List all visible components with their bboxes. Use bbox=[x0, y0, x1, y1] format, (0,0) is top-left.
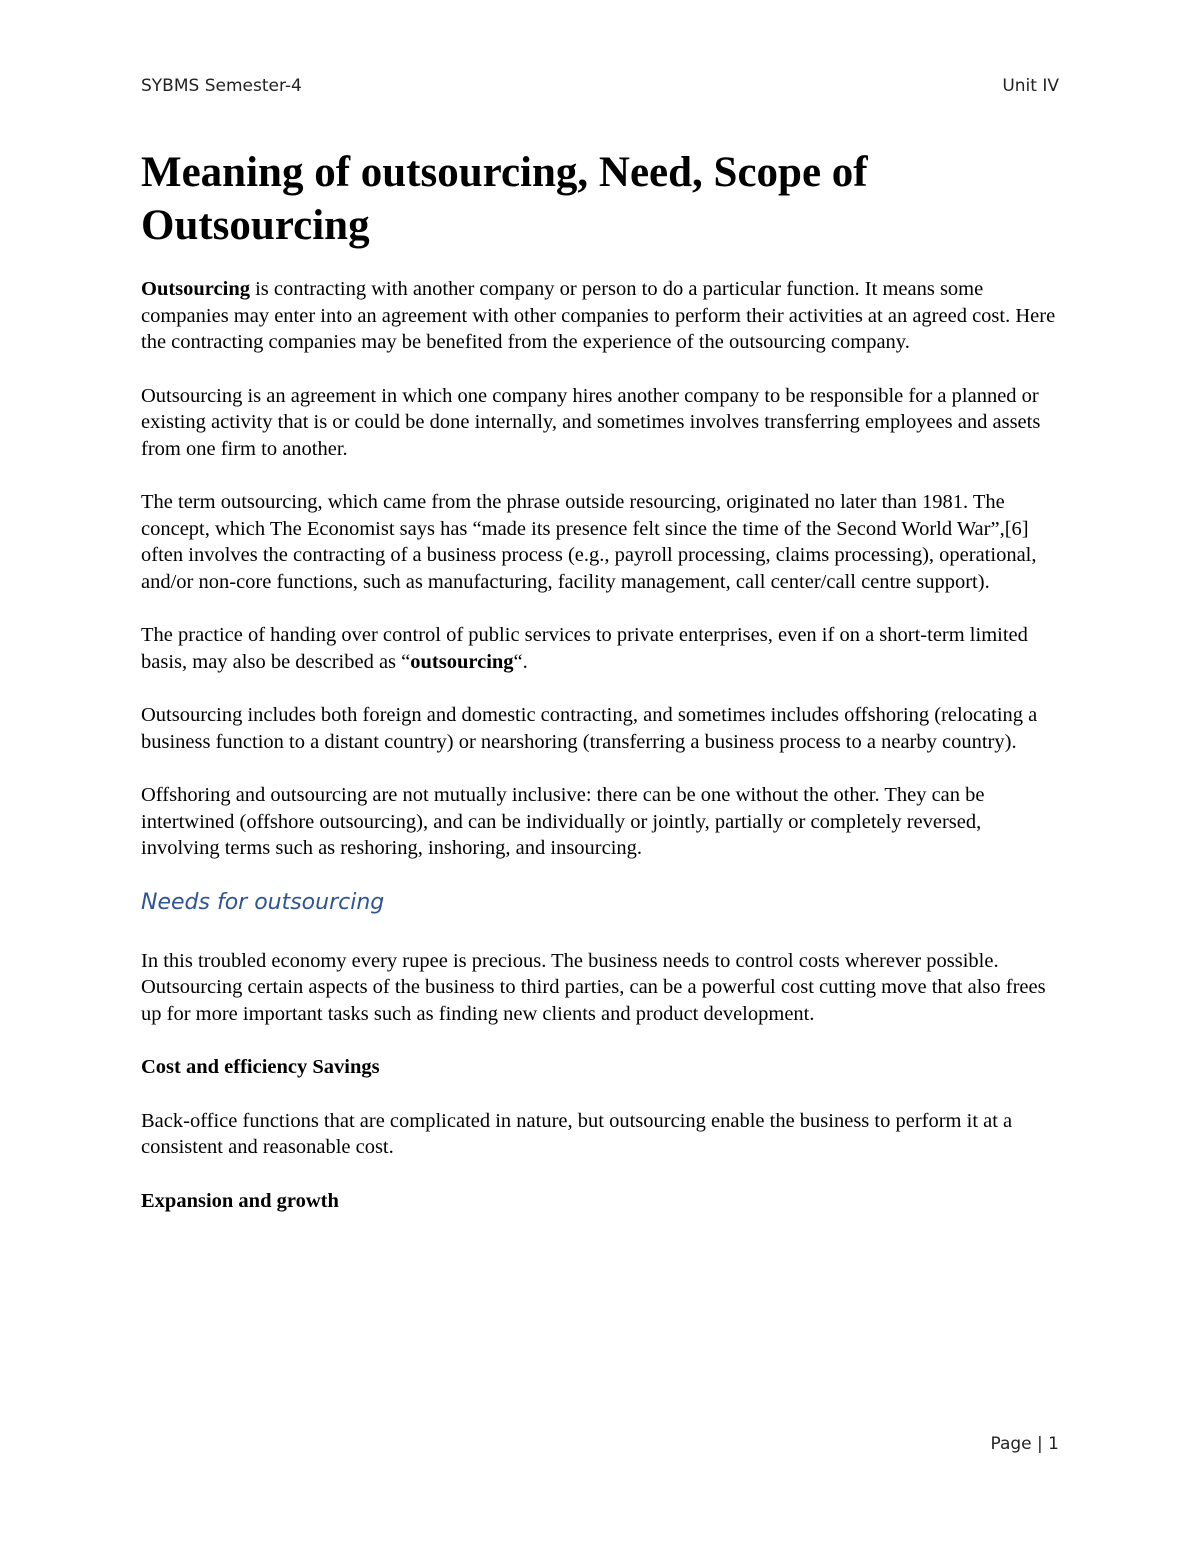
page-title: Meaning of outsourcing, Need, Scope of Outsourcing bbox=[141, 149, 868, 249]
subheading-expansion-growth: Expansion and growth bbox=[141, 1189, 339, 1212]
paragraph-definition bbox=[141, 276, 1059, 356]
definition-text: is contracting with another company or person to do a particular function. It means some companies may enter into an agreement with other companies to perform their activities at an agreed cost. Here the contracting companies may be benefited from the experience of the outsourcing company. bbox=[141, 278, 1056, 353]
paragraph-public-services bbox=[141, 622, 1059, 675]
header-unit: Unit IV bbox=[1002, 76, 1059, 96]
term-outsourcing-quoted: outsourcing bbox=[410, 650, 514, 673]
subheading-cost-efficiency: Cost and efficiency Savings bbox=[141, 1056, 380, 1078]
paragraph-economy: In this troubled economy every rupee is precious. The business needs to control costs wherever possible. Outsourcing certain aspects of the business to third parties, can be a powerful cost cutting move that also frees up for more important tasks such as finding new clients and product development. bbox=[141, 949, 1046, 1025]
paragraph-term-origin: The term outsourcing, which came from the phrase outside resourcing, originated no later than 1981. The concept, which The Economist says has “made its presence felt since the time of the Second World War”,[6] often involves the contracting of a business process (e.g., payroll processing, claims processing), operational, and/or non-core functions, such as manufacturing, facility management, call center/call centre support). bbox=[141, 491, 1037, 593]
page-number: Page | 1 bbox=[990, 1434, 1059, 1454]
document-body bbox=[141, 146, 1059, 1241]
paragraph-mutually-inclusive: Offshoring and outsourcing are not mutually inclusive: there can be one without the other. They can be intertwined (offshore outsourcing), and can be individually or jointly, partially or completely reversed, involving terms such as reshoring, inshoring, and insourcing. bbox=[141, 784, 985, 859]
paragraph-back-office: Back-office functions that are complicated in nature, but outsourcing enable the business to perform it at a consistent and reasonable cost. bbox=[141, 1109, 1013, 1158]
public-services-text: The practice of handing over control of public services to private enterprises, even if on a short-term limited basis, may also be described as “ bbox=[141, 624, 1028, 673]
paragraph-offshoring: Outsourcing includes both foreign and domestic contracting, and sometimes includes offshoring (relocating a business function to a distant country) or nearshoring (transferring a business process to a nearby country). bbox=[141, 704, 1038, 753]
section-heading-needs: Needs for outsourcing bbox=[141, 889, 385, 915]
header-course: SYBMS Semester-4 bbox=[141, 76, 302, 96]
public-services-end: “. bbox=[513, 650, 528, 673]
term-outsourcing: Outsourcing bbox=[141, 278, 250, 300]
paragraph-agreement: Outsourcing is an agreement in which one company hires another company to be responsible for a planned or existing activity that is or could be done internally, and sometimes involves transferring employees and assets from one firm to another. bbox=[141, 384, 1041, 460]
